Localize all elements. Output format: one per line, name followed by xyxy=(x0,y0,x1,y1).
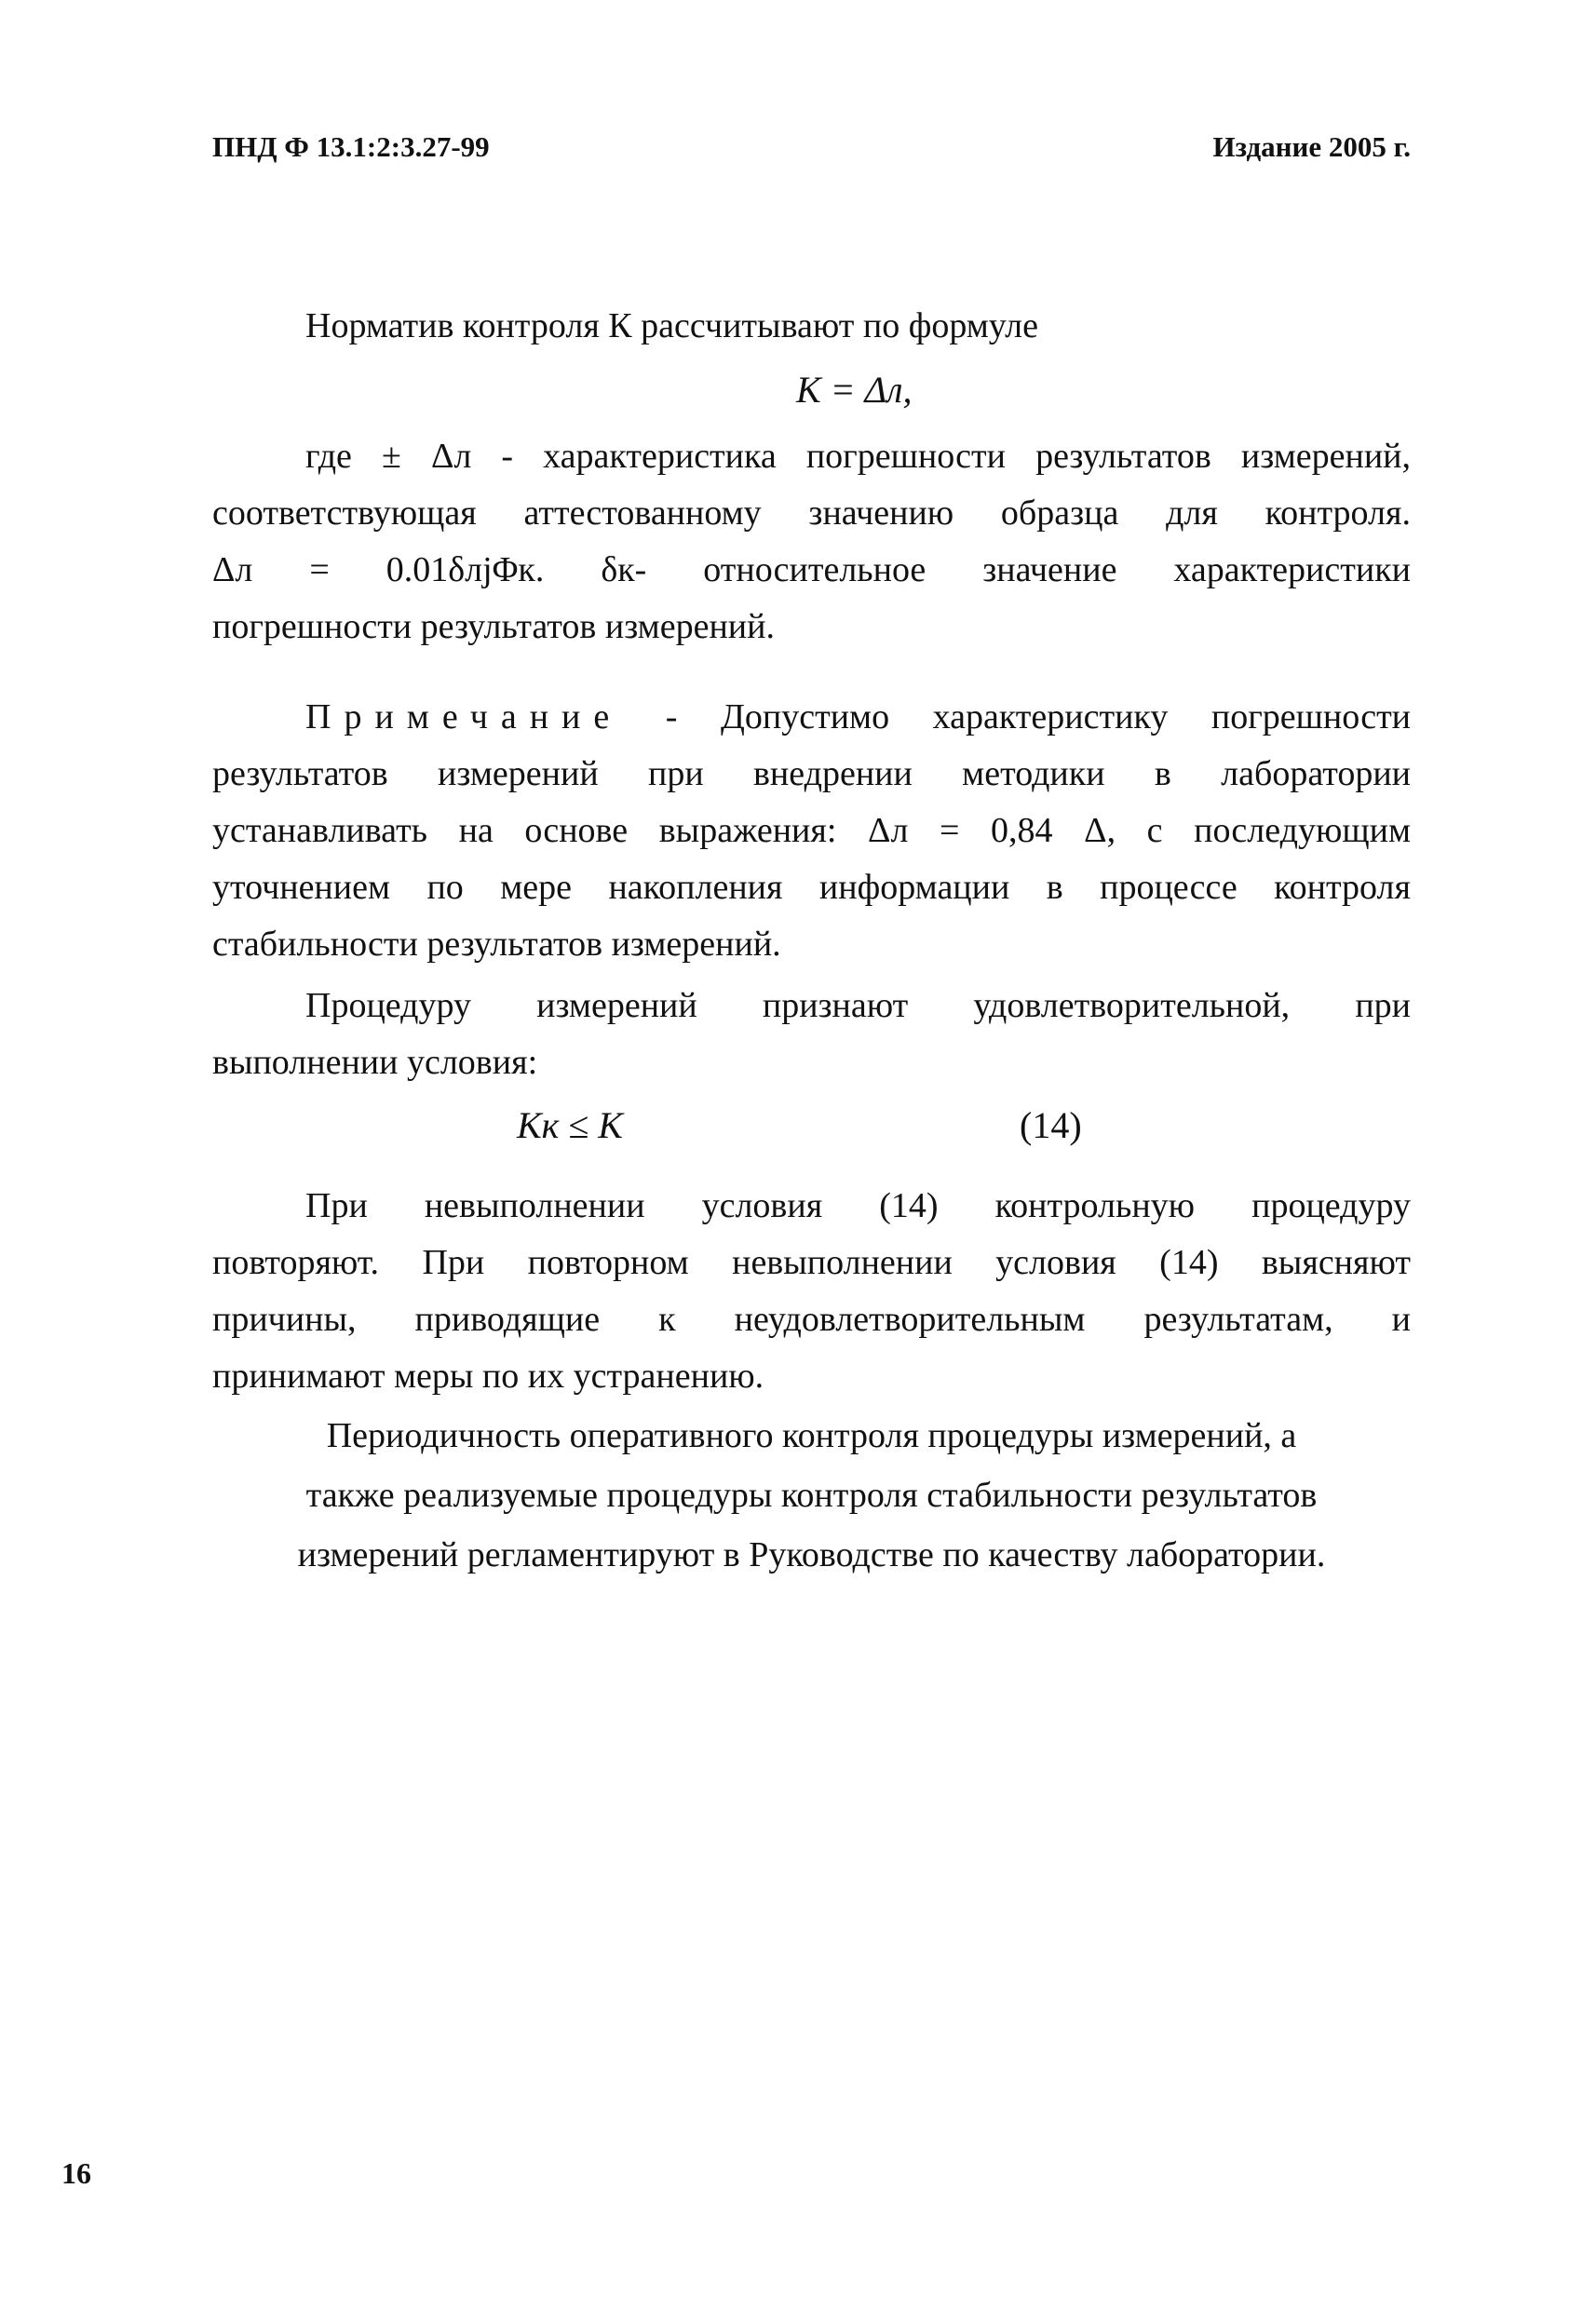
repeat-line: причины, приводящие к неудовлетворительным результатам, и xyxy=(212,1300,1411,1339)
note-label: Примечание xyxy=(305,697,623,736)
definition-line: Δл = 0.01δлjΦк. δк- относительное значение характеристики xyxy=(212,550,1411,589)
repeat-line: При невыполнении условия (14) контрольную процедуру xyxy=(305,1186,1411,1225)
note-line: уточнением по мере накопления информации в процессе контроля xyxy=(212,868,1411,907)
definition-paragraph xyxy=(212,428,1411,655)
edition-label: Издание 2005 г. xyxy=(1212,130,1411,163)
note-line: стабильности результатов измерений. xyxy=(212,925,781,964)
definition-line: погрешности результатов измерений. xyxy=(212,607,775,646)
note-line xyxy=(212,689,1411,746)
main-formula: К = Δл, xyxy=(796,369,913,411)
condition-number: (14) xyxy=(1020,1104,1082,1146)
intro-text: Норматив контроля К рассчитывают по формуле xyxy=(305,306,1038,345)
condition-formula: Кк ≤ К xyxy=(517,1104,623,1146)
definition-line: соответствующая аттестованному значению образца для контроля. xyxy=(212,493,1411,533)
repeat-paragraph xyxy=(212,1178,1411,1405)
procedure-line: Процедуру измерений признают удовлетворительной, при xyxy=(305,986,1411,1025)
periodicity-line: Периодичность оперативного контроля процедуры измерений, а xyxy=(326,1416,1297,1455)
intro-paragraph xyxy=(212,298,1411,355)
note-line: результатов измерений при внедрении методики в лаборатории xyxy=(212,754,1411,793)
periodicity-line: также реализуемые процедуры контроля стабильности результатов xyxy=(305,1476,1318,1515)
procedure-line: выполнении условия: xyxy=(212,1043,538,1082)
periodicity-line: измерений регламентируют в Руководстве по качеству лаборатории. xyxy=(297,1535,1326,1574)
repeat-line: повторяют. При повторном невыполнении условия (14) выясняют xyxy=(212,1243,1411,1282)
page-number: 16 xyxy=(61,2156,91,2190)
document-code: ПНД Ф 13.1:2:3.27-99 xyxy=(212,130,490,163)
note-first-line-text: - Допустимо характеристику погрешности xyxy=(665,697,1412,736)
note-paragraph xyxy=(212,689,1411,973)
procedure-paragraph xyxy=(212,978,1411,1091)
note-line: устанавливать на основе выражения: Δл = 0,84 Δ, с последующим xyxy=(212,811,1411,850)
definition-line: где ± Δл - характеристика погрешности результатов измерений, xyxy=(305,437,1411,476)
repeat-line: принимают меры по их устранению. xyxy=(212,1357,764,1396)
periodicity-paragraph xyxy=(212,1406,1411,1585)
